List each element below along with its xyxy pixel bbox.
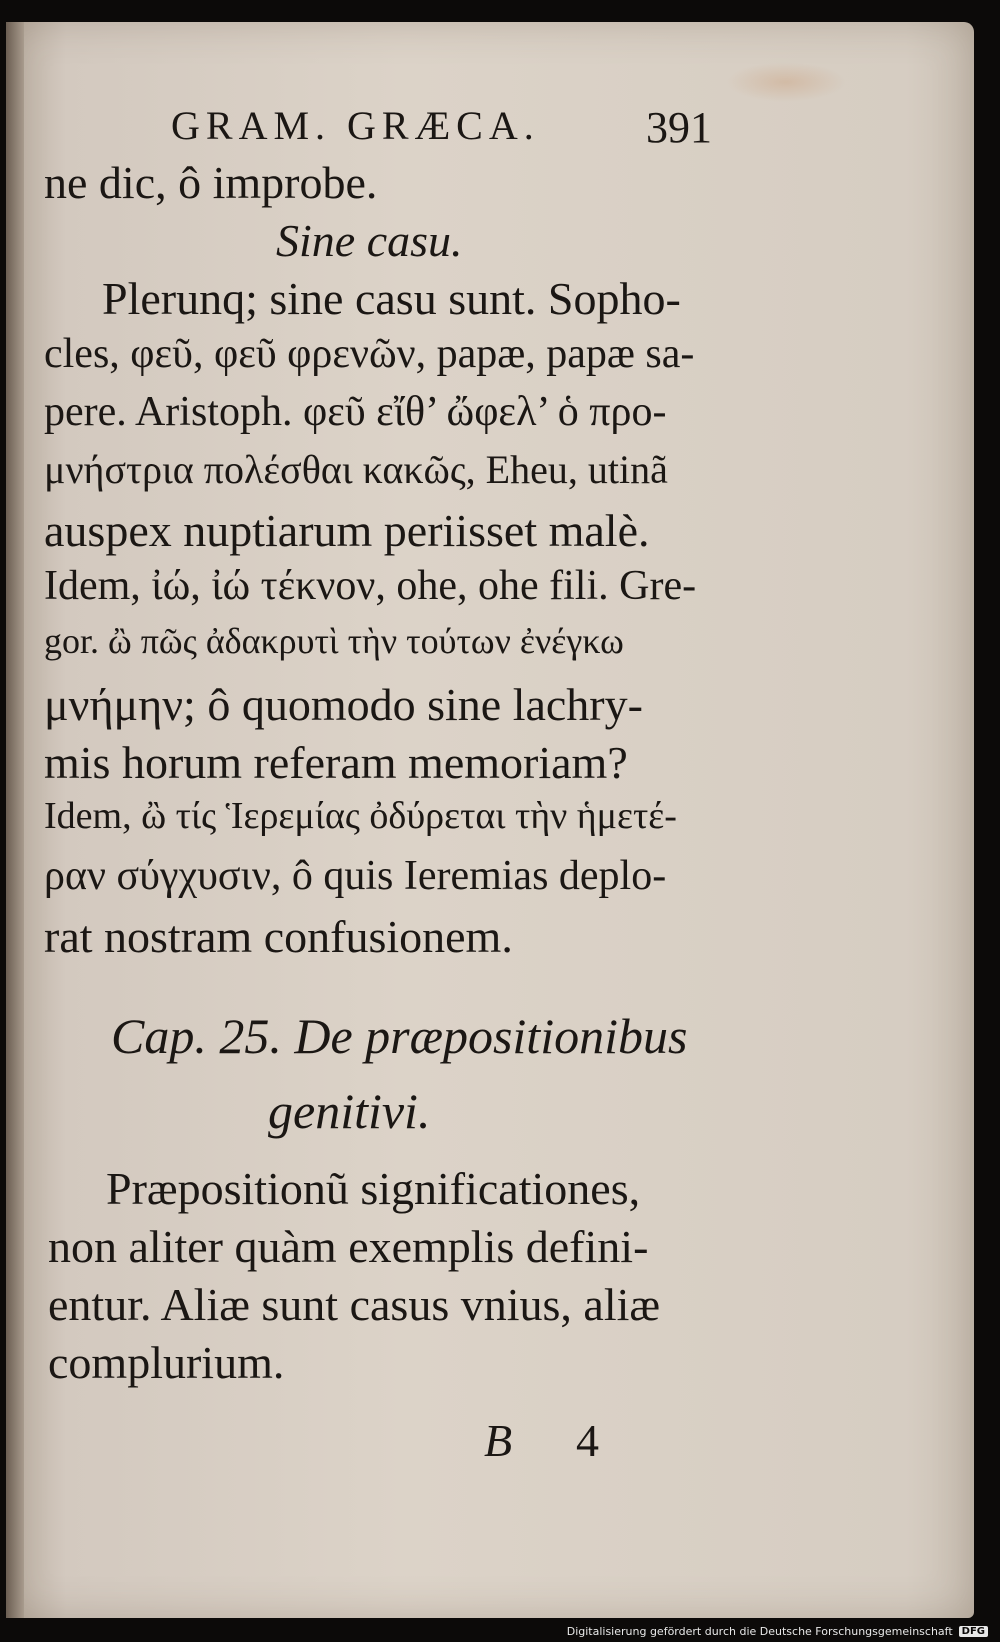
text-line: pere. Aristoph. φεῦ εἴθ’ ὤφελ’ ὁ προ-: [44, 389, 667, 435]
paper-stain: [726, 62, 846, 102]
text-line: Idem, ὢ τίς Ἱερεμίας ὀδύρεται τὴν ἡμετέ-: [44, 795, 677, 837]
text-line: ραν σύγχυσιν, ô quis Ieremias deplo-: [44, 853, 667, 899]
chapter-heading: genitivi.: [268, 1083, 431, 1139]
text-line: μνήμην; ô quomodo sine lachry-: [44, 679, 643, 730]
page-number: 391: [646, 103, 712, 152]
section-heading: Sine casu.: [276, 215, 463, 266]
digitization-credit: [567, 1625, 988, 1638]
text-line: Plerunq; sine casu sunt. Sopho-: [102, 273, 681, 324]
text-line: μνήστρια πολέσθαι κακῶς, Eheu, utinã: [44, 447, 668, 492]
running-title: GRAM. GRÆCA.: [171, 103, 540, 148]
chapter-heading: Cap. 25. De præpositionibus: [111, 1008, 688, 1064]
dfg-logo-icon: DFG: [959, 1626, 988, 1637]
text-line: entur. Aliæ sunt casus vnius, aliæ: [48, 1279, 661, 1330]
text-line: cles, φεῦ, φεῦ φρενῶν, papæ, papæ sa-: [44, 331, 695, 377]
signature-mark-letter: B: [484, 1415, 513, 1466]
credit-text: Digitalisierung gefördert durch die Deutsche Forschungsgemeinschaft: [566, 1625, 953, 1638]
text-line: complurium.: [48, 1337, 285, 1388]
text-line: rat nostram confusionem.: [44, 911, 513, 962]
book-binding-edge: [6, 22, 24, 1618]
text-line: gor. ὢ πῶς ἀδακρυτὶ τὴν τούτων ἐνέγκω: [44, 621, 624, 661]
text-line: Præpositionũ significationes,: [106, 1163, 641, 1214]
text-line: non aliter quàm exemplis defini-: [48, 1221, 649, 1272]
signature-mark-number: 4: [576, 1415, 599, 1466]
text-line: ne dic, ô improbe.: [44, 157, 378, 208]
text-line: auspex nuptiarum periisset malè.: [44, 505, 650, 556]
text-line: mis horum referam memoriam?: [44, 737, 628, 788]
book-page: [6, 22, 974, 1618]
text-line: Idem, ἰώ, ἰώ τέκνον, ohe, ohe fili. Gre-: [44, 563, 697, 609]
